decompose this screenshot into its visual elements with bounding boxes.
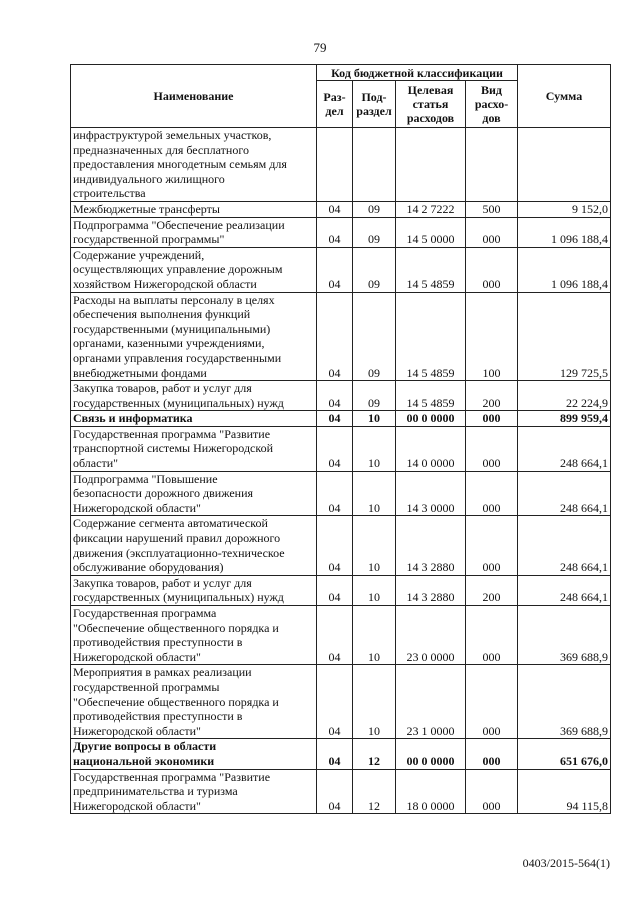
row-celevaya: 18 0 0000: [396, 769, 466, 814]
row-celevaya: 14 5 4859: [396, 247, 466, 292]
row-celevaya: 23 0 0000: [396, 606, 466, 665]
row-celevaya: 00 0 0000: [396, 411, 466, 427]
table-row: [71, 606, 611, 665]
row-celevaya: 14 3 0000: [396, 471, 466, 516]
row-celevaya: 14 3 2880: [396, 516, 466, 575]
row-podrazdel: [353, 128, 396, 202]
row-razdel: 04: [317, 739, 353, 769]
row-celevaya: 14 3 2880: [396, 575, 466, 605]
row-summa: 369 688,9: [518, 606, 611, 665]
row-razdel: 04: [317, 769, 353, 814]
row-name: Содержание сегмента автоматической фиксации нарушений правил дорожного движения (эксплуатационно-техническое обслуживание оборудования): [71, 516, 317, 575]
row-name: Государственная программа "Развитие транспортной системы Нижегородской области": [71, 426, 317, 471]
row-celevaya: 00 0 0000: [396, 739, 466, 769]
row-celevaya: 14 5 0000: [396, 217, 466, 247]
row-name: Подпрограмма "Повышение безопасности дорожного движения Нижегородской области": [71, 471, 317, 516]
row-razdel: 04: [317, 606, 353, 665]
row-vid: 000: [466, 411, 518, 427]
row-name: Содержание учреждений, осуществляющих управление дорожным хозяйством Нижегородской области: [71, 247, 317, 292]
row-summa: 248 664,1: [518, 471, 611, 516]
header-vid: Вид расхо- дов: [466, 81, 518, 128]
row-summa: 9 152,0: [518, 201, 611, 217]
header-name: Наименование: [71, 65, 317, 128]
table-row: [71, 128, 611, 202]
table-row: [71, 471, 611, 516]
row-name: Связь и информатика: [71, 411, 317, 427]
row-vid: 000: [466, 471, 518, 516]
row-podrazdel: 12: [353, 769, 396, 814]
row-celevaya: 14 5 4859: [396, 292, 466, 381]
table-row: [71, 516, 611, 575]
table-row: [71, 769, 611, 814]
page-number: 79: [313, 40, 327, 55]
row-name: Государственная программа "Обеспечение общественного порядка и противодействия преступности в Нижегородской области": [71, 606, 317, 665]
document-code: 0403/2015-564(1): [522, 856, 610, 870]
row-celevaya: [396, 128, 466, 202]
row-summa: 22 224,9: [518, 381, 611, 411]
row-vid: 000: [466, 769, 518, 814]
table-row: [71, 575, 611, 605]
row-summa: 94 115,8: [518, 769, 611, 814]
row-razdel: 04: [317, 665, 353, 739]
row-name: Государственная программа "Развитие предпринимательства и туризма Нижегородской области": [71, 769, 317, 814]
row-summa: 1 096 188,4: [518, 247, 611, 292]
row-name: Закупка товаров, работ и услуг для государственных (муниципальных) нужд: [71, 381, 317, 411]
row-razdel: 04: [317, 575, 353, 605]
row-razdel: 04: [317, 247, 353, 292]
row-razdel: 04: [317, 292, 353, 381]
header-podrazdel: Под- раздел: [353, 81, 396, 128]
table-row: [71, 247, 611, 292]
header-celevaya: Целевая статья расходов: [396, 81, 466, 128]
row-name: Мероприятия в рамках реализации государственной программы "Обеспечение общественного порядка и противодействия преступности в Нижегородской области": [71, 665, 317, 739]
row-summa: 1 096 188,4: [518, 217, 611, 247]
row-vid: [466, 128, 518, 202]
row-podrazdel: 09: [353, 381, 396, 411]
row-razdel: [317, 128, 353, 202]
row-podrazdel: 12: [353, 739, 396, 769]
budget-table: [70, 64, 611, 814]
row-vid: 000: [466, 426, 518, 471]
row-vid: 000: [466, 516, 518, 575]
row-podrazdel: 10: [353, 426, 396, 471]
row-podrazdel: 10: [353, 516, 396, 575]
table-row: [71, 217, 611, 247]
row-razdel: 04: [317, 411, 353, 427]
table-body: [71, 128, 611, 814]
row-vid: 000: [466, 247, 518, 292]
table-row: [71, 739, 611, 769]
row-razdel: 04: [317, 217, 353, 247]
row-summa: 248 664,1: [518, 516, 611, 575]
row-podrazdel: 10: [353, 471, 396, 516]
table-header: [71, 65, 611, 128]
table-row: [71, 411, 611, 427]
row-summa: [518, 128, 611, 202]
row-summa: 651 676,0: [518, 739, 611, 769]
row-celevaya: 14 2 7222: [396, 201, 466, 217]
table-row: [71, 426, 611, 471]
row-celevaya: 23 1 0000: [396, 665, 466, 739]
table-row: [71, 292, 611, 381]
row-vid: 000: [466, 665, 518, 739]
row-vid: 000: [466, 217, 518, 247]
row-podrazdel: 10: [353, 665, 396, 739]
table-row: [71, 201, 611, 217]
header-razdel: Раз- дел: [317, 81, 353, 128]
row-podrazdel: 09: [353, 201, 396, 217]
row-name: Закупка товаров, работ и услуг для государственных (муниципальных) нужд: [71, 575, 317, 605]
row-summa: 369 688,9: [518, 665, 611, 739]
row-summa: 129 725,5: [518, 292, 611, 381]
row-name: Подпрограмма "Обеспечение реализации государственной программы": [71, 217, 317, 247]
row-razdel: 04: [317, 381, 353, 411]
row-podrazdel: 09: [353, 217, 396, 247]
row-podrazdel: 10: [353, 575, 396, 605]
table-row: [71, 665, 611, 739]
row-name: Другие вопросы в области национальной экономики: [71, 739, 317, 769]
row-vid: 200: [466, 575, 518, 605]
row-podrazdel: 10: [353, 411, 396, 427]
table-row: [71, 381, 611, 411]
row-vid: 000: [466, 739, 518, 769]
row-summa: 248 664,1: [518, 575, 611, 605]
row-razdel: 04: [317, 471, 353, 516]
row-name: Межбюджетные трансферты: [71, 201, 317, 217]
row-razdel: 04: [317, 201, 353, 217]
row-vid: 000: [466, 606, 518, 665]
row-razdel: 04: [317, 516, 353, 575]
row-name: Расходы на выплаты персоналу в целях обеспечения выполнения функций государственными (муниципальными) органами, казенными учреждениями, органами управления государственными внебюджетными фондами: [71, 292, 317, 381]
row-celevaya: 14 5 4859: [396, 381, 466, 411]
header-code-group: Код бюджетной классификации: [317, 65, 518, 81]
row-razdel: 04: [317, 426, 353, 471]
row-celevaya: 14 0 0000: [396, 426, 466, 471]
row-podrazdel: 09: [353, 247, 396, 292]
row-vid: 200: [466, 381, 518, 411]
row-vid: 100: [466, 292, 518, 381]
row-podrazdel: 10: [353, 606, 396, 665]
row-summa: 899 959,4: [518, 411, 611, 427]
row-name: инфраструктурой земельных участков, предназначенных для бесплатного предоставления многодетным семьям для индивидуального жилищного строительства: [71, 128, 317, 202]
row-podrazdel: 09: [353, 292, 396, 381]
row-summa: 248 664,1: [518, 426, 611, 471]
header-summa: Сумма: [518, 65, 611, 128]
row-vid: 500: [466, 201, 518, 217]
